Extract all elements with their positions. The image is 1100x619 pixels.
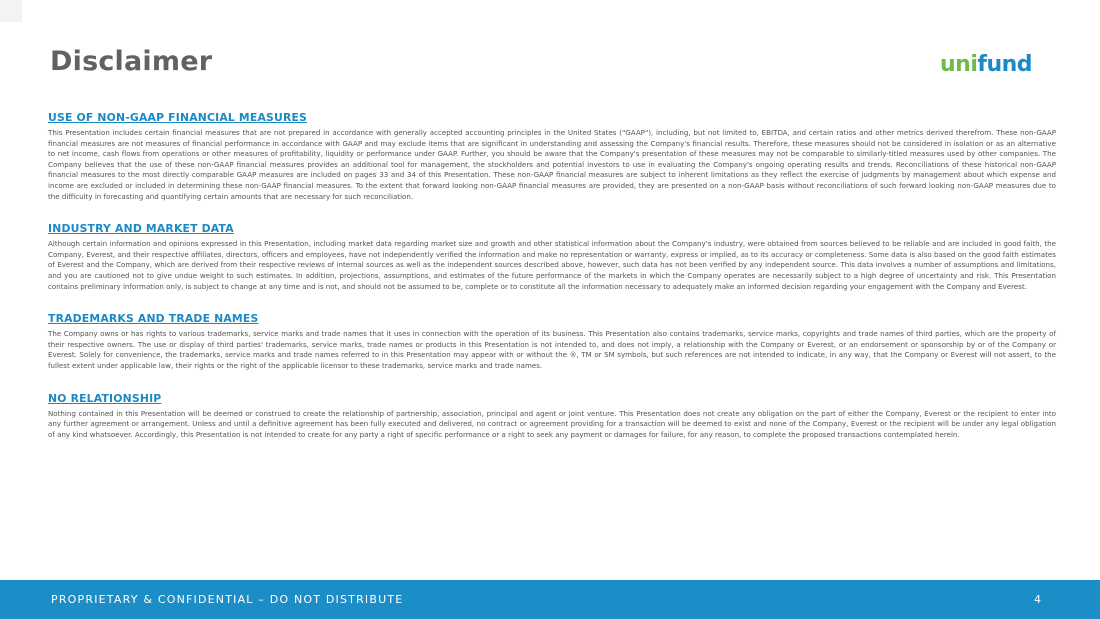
- page-number: 4: [1034, 593, 1041, 606]
- section-body: Although certain information and opinions expressed in this Presentation, including market data regarding market size and growth and other statistical information about the Company's industry, were obtained from sources believed to be reliable and are included in good faith, the Company, Everest, and their respective affiliates, directors, officers and employees, have not independently verified the information and make no representation or warranty, express or implied, as to its accuracy or completeness. Some data is also based on the good faith estimates of Everest and the Company, which are derived from their respective reviews of internal sources as well as the independent sources described above, however, such data has not been verified by any independent source. This data involves a number of assumptions and limitations, and you are cautioned not to give undue weight to such estimates. In addition, projections, assumptions, and estimates of the future performance of the markets in which the Company operates are necessarily subject to a high degree of uncertainty and risk. This Presentation contains preliminary information only, is subject to change at any time and is not, and should not be assumed to be, complete or to constitute all the information necessary to adequately make an informed decision regarding your engagement with the Company and Everest.: [48, 239, 1056, 291]
- section-trademarks: [48, 312, 1056, 371]
- section-heading: TRADEMARKS AND TRADE NAMES: [48, 312, 259, 326]
- svg-text:unifund: unifund: [940, 52, 1033, 76]
- section-body: This Presentation includes certain financial measures that are not prepared in accordance with generally accepted accounting principles in the United States ("GAAP"), including, but not limited to, EBITDA, and certain ratios and other metrics derived therefrom. These non-GAAP financial measures are not measures of financial performance in accordance with GAAP and may exclude items that are significant in understanding and assessing the Company's financial results. Therefore, these measures should not be considered in isolation or as an alternative to net income, cash flows from operations or other measures of profitability, liquidity or performance under GAAP. Further, you should be aware that the Company's presentation of these measures may not be comparable to similarly-titled measures used by other companies. The Company believes that the use of these non-GAAP financial measures provides an additional tool for management, the stockholders and potential investors to use in evaluating the Company's ongoing operating results and trends. Reconciliations of these historical non-GAAP financial measures to the most directly comparable GAAP measures are included on pages 33 and 34 of this Presentation. These non-GAAP financial measures are subject to inherent limitations as they reflect the exercise of judgments by management about which expense and income are excluded or included in determining these non-GAAP financial measures. To the extent that forward looking non-GAAP financial measures are provided, they are presented on a non-GAAP basis without reconciliations of such forward looking non-GAAP measures due to the difficulty in forecasting and quantifying certain amounts that are necessary for such reconciliation.: [48, 128, 1056, 201]
- section-industry-market-data: [48, 222, 1056, 292]
- section-heading: NO RELATIONSHIP: [48, 391, 162, 405]
- footer-bar: [0, 580, 1100, 619]
- section-body: The Company owns or has rights to various trademarks, service marks and trade names that it uses in connection with the operation of its business. This Presentation also contains trademarks, service marks, copyrights and trade names of third parties, which are the property of their respective owners. The use or display of third parties' trademarks, service marks, trade names or products in this Presentation is not intended to, and does not imply, a relationship with the Company or Everest, or an endorsement or sponsorship by or of the Company or Everest. Solely for convenience, the trademarks, service marks and trade names referred to in this Presentation may appear with or without the ®, TM or SM symbols, but such references are not intended to indicate, in any way, that the Company or Everest will not assert, to the fullest extent under applicable law, their rights or the right of the applicable licensor to these trademarks, service marks and trade names.: [48, 329, 1056, 370]
- section-non-gaap: [48, 111, 1056, 202]
- section-heading: USE OF NON-GAAP FINANCIAL MEASURES: [48, 111, 308, 124]
- section-no-relationship: [48, 392, 1056, 441]
- page-title: Disclaimer: [50, 46, 213, 77]
- disclaimer-content: [48, 111, 1056, 460]
- section-body: Nothing contained in this Presentation will be deemed or construed to create the relationship of partnership, association, principal and agent or joint venture. This Presentation does not create any obligation on the part of either the Company, Everest or the recipient to enter into any further agreement or arrangement. Unless and until a definitive agreement has been fully executed and delivered, no contract or agreement providing for a transaction will be deemed to exist and none of the Company, Everest or the recipient will be under any legal obligation of any kind whatsoever. Accordingly, this Presentation is not intended to create for any party a right of specific performance or a right to seek any payment or damages for failure, for any reason, to complete the proposed transactions contemplated herein.: [48, 408, 1056, 439]
- confidentiality-notice: PROPRIETARY & CONFIDENTIAL – DO NOT DISTRIBUTE: [51, 593, 404, 606]
- corner-mark: [0, 0, 22, 22]
- unifund-logo: [940, 50, 1052, 76]
- section-heading: INDUSTRY AND MARKET DATA: [48, 222, 234, 236]
